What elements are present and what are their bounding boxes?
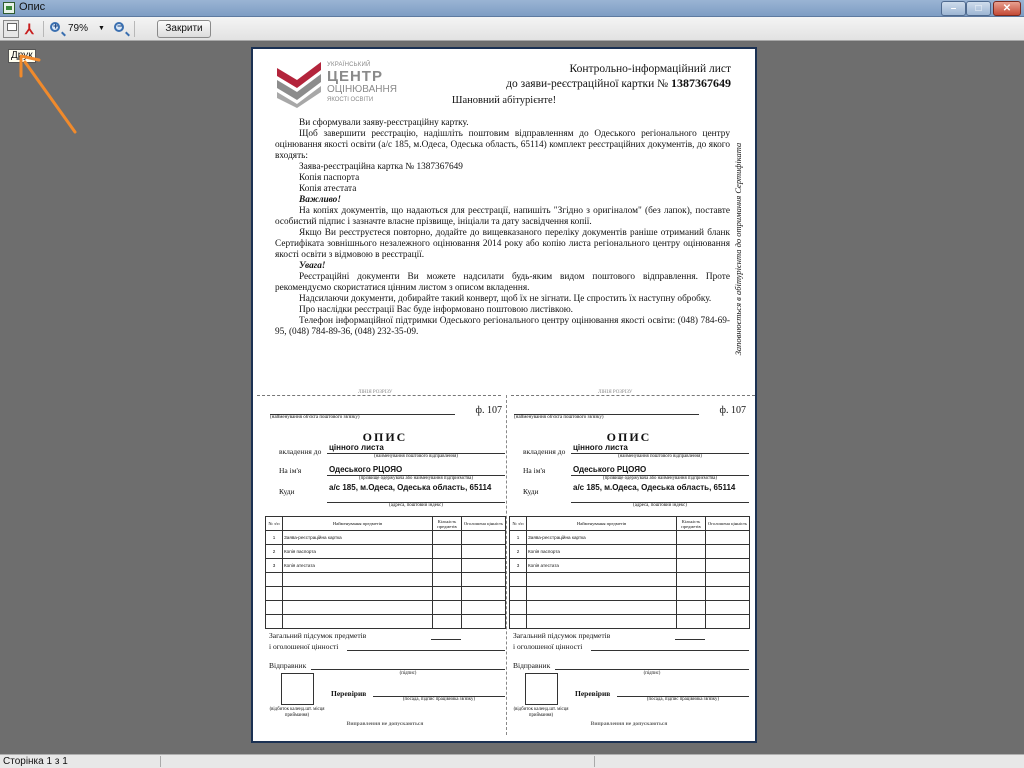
table-row (510, 573, 750, 587)
sender-label: Відправник (269, 661, 307, 670)
cut-line (257, 395, 501, 396)
table-row (266, 573, 506, 587)
form-left: ф. 107 (найменування об'єкта поштового зв'язку) ОПИС вкладення до цінного листа (найменування поштового відправлення) На ім'я Одеського РЦОЯО (прізвище одержувача або найменування підприємства) Куди а/с 185, м.Одеса, Одеська область, 65114 (адреса, поштовий індекс) № з/п Найменування предметів Кількість предметів Оголошена цінність 1 Заява-реєстраційна картка 2 Копія паспорта 3 Копія атестата Загальний підсумок предметів і оголошеної цінності Відправник (підпис) Перевірив (посада, підпис працівника зв'язку) (відбиток календ.шт. місця приймання) Виправлення не допускаються (265, 403, 505, 733)
cut-label: ЛІНІЯ РОЗРІЗУ (358, 390, 393, 395)
addressee-label: На ім'я (523, 466, 546, 475)
attach-value: цінного листа (329, 443, 384, 452)
attach-label: вкладення до (279, 447, 322, 456)
declared-label: і оголошеної цінності (269, 642, 339, 651)
minimize-button[interactable]: – (941, 1, 966, 16)
table-row: 1 Заява-реєстраційна картка (510, 531, 750, 545)
form-number: ф. 107 (475, 405, 502, 416)
document-page (251, 47, 757, 743)
app-icon (3, 2, 15, 14)
close-button[interactable]: Закрити (157, 20, 211, 38)
where-label: Куди (523, 487, 539, 496)
table-row (266, 587, 506, 601)
stamp-box (525, 673, 558, 705)
pointer-arrow-icon (17, 52, 81, 136)
form-right: ф. 107 (найменування об'єкта поштового зв'язку) ОПИС вкладення до цінного листа (найменування поштового відправлення) На ім'я Одеського РЦОЯО (прізвище одержувача або найменування підприємства) Куди а/с 185, м.Одеса, Одеська область, 65114 (адреса, поштовий індекс) № з/п Найменування предметів Кількість предметів Оголошена цінність 1 Заява-реєстраційна картка 2 Копія паспорта 3 Копія атестата Загальний підсумок предметів і оголошеної цінності Відправник (підпис) Перевірив (посада, підпис працівника зв'язку) (відбиток календ.шт. місця приймання) Виправлення не допускаються (509, 403, 749, 733)
zoom-in-icon[interactable]: + (48, 20, 64, 38)
vertical-note: Заповнюється в абітурієнта до отримання Сертифіката (733, 142, 743, 356)
document-body: Ви сформували заяву-реєстраційну картку. Щоб завершити реєстрацію, надішліть поштовим відправленням до Одеського регіонального центру оцінювання якості освіти (а/с 185, м.Одеса, Одеська область, 65114) комплект реєстраційних документів, до якого входять: Заява-реєстраційна картка № 1387367649 Копія паспорта Копія атестата Важливо! На копіях документів, що надаються для реєстрації, напишіть "Згідно з оригіналом" (без лапок), поставте особистий підпис і зазначте власне прізвище, ініціали та дату засвідчення копії. Якщо Ви реєструєтеся повторно, додайте до вищевказаного переліку документів раніше отриманий бланк Сертифіката зовнішнього незалежного оцінювання 2014 року або копію листа регіонального центру оцінювання якості освіти з відмовою в реєстрації. Увага! Реєстраційні документи Ви можете надсилати будь-яким видом поштового відправлення. Проте рекомендуємо скористатися цінним листом з описом вкладення. Надсилаючи документи, добирайте такий конверт, щоб їх не зігнати. Це спростить їх наступну обробку. Про наслідки реєстрації Вас буде інформовано поштовою листівкою. Телефон інформаційної підтримки Одеського регіонального центру оцінювання якості освіти: (048) 784-69-95, (048) 784-89-36, (048) 232-35-09. (275, 118, 730, 337)
cut-line (511, 395, 755, 396)
document-header: Контрольно-інформаційний лист (569, 63, 731, 75)
table-row (266, 615, 506, 629)
items-table: № з/п Найменування предметів Кількість предметів Оголошена цінність 1 Заява-реєстраційна картка 2 Копія паспорта 3 Копія атестата (509, 516, 750, 629)
ucoyo-logo: УКРАЇНСЬКИЙ ЦЕНТР ОЦІНЮВАННЯ ЯКОСТІ ОСВІТИ (275, 60, 395, 110)
table-row: 2 Копія паспорта (266, 545, 506, 559)
title-bar (0, 0, 1024, 17)
table-row: 1 Заява-реєстраційна картка (266, 531, 506, 545)
table-row (266, 601, 506, 615)
pdf-icon[interactable]: ⅄ (25, 21, 34, 37)
no-corrections-note: Виправлення не допускаються (590, 721, 668, 727)
sender-label: Відправник (513, 661, 551, 670)
zoom-out-icon[interactable]: − (112, 20, 128, 38)
maximize-button[interactable]: □ (966, 1, 991, 16)
where-value: а/с 185, м.Одеса, Одеська область, 65114 (329, 483, 492, 492)
attach-label: вкладення до (523, 447, 566, 456)
toolbar-separator (43, 21, 44, 37)
addressee-value: Одеського РЦОЯО (573, 465, 647, 474)
caption: (найменування об'єкта поштового зв'язку) (270, 415, 360, 420)
attach-value: цінного листа (573, 443, 628, 452)
document-subheader: до заяви-реєстраційної картки № 1387367649 (506, 76, 731, 90)
checked-label: Перевірив (331, 689, 367, 698)
cut-label: ЛІНІЯ РОЗРІЗУ (598, 390, 633, 395)
window-title: Опис (19, 1, 46, 13)
total-label: Загальний підсумок предметів (269, 631, 367, 640)
toolbar (0, 17, 1024, 41)
table-row (510, 615, 750, 629)
table-row: 2 Копія паспорта (510, 545, 750, 559)
toolbar-separator (134, 21, 135, 37)
addressee-label: На ім'я (279, 466, 302, 475)
checked-label: Перевірив (575, 689, 611, 698)
where-value: а/с 185, м.Одеса, Одеська область, 65114 (573, 483, 736, 492)
where-label: Куди (279, 487, 295, 496)
printer-icon[interactable] (3, 20, 19, 38)
form-number: ф. 107 (719, 405, 746, 416)
stamp-box (281, 673, 314, 705)
greeting: Шановний абітурієнте! (451, 95, 557, 106)
opis-title: ОПИС (362, 430, 408, 444)
table-row: 3 Копія атестата (510, 559, 750, 573)
items-table: № з/п Найменування предметів Кількість предметів Оголошена цінність 1 Заява-реєстраційна картка 2 Копія паспорта 3 Копія атестата (265, 516, 506, 629)
table-row (510, 587, 750, 601)
total-label: Загальний підсумок предметів (513, 631, 611, 640)
zoom-select[interactable]: 79% ▼ (68, 23, 105, 34)
table-row (510, 601, 750, 615)
no-corrections-note: Виправлення не допускаються (346, 721, 424, 727)
addressee-value: Одеського РЦОЯО (329, 465, 403, 474)
caption: (найменування об'єкта поштового зв'язку) (514, 415, 604, 420)
table-row: 3 Копія атестата (266, 559, 506, 573)
print-tooltip: Друк (8, 49, 36, 63)
close-window-button[interactable]: ✕ (993, 1, 1021, 16)
page-indicator: Сторінка 1 з 1 (3, 756, 68, 767)
opis-title: ОПИС (606, 430, 652, 444)
status-bar (0, 754, 1024, 768)
declared-label: і оголошеної цінності (513, 642, 583, 651)
vertical-cut-line (506, 395, 507, 735)
